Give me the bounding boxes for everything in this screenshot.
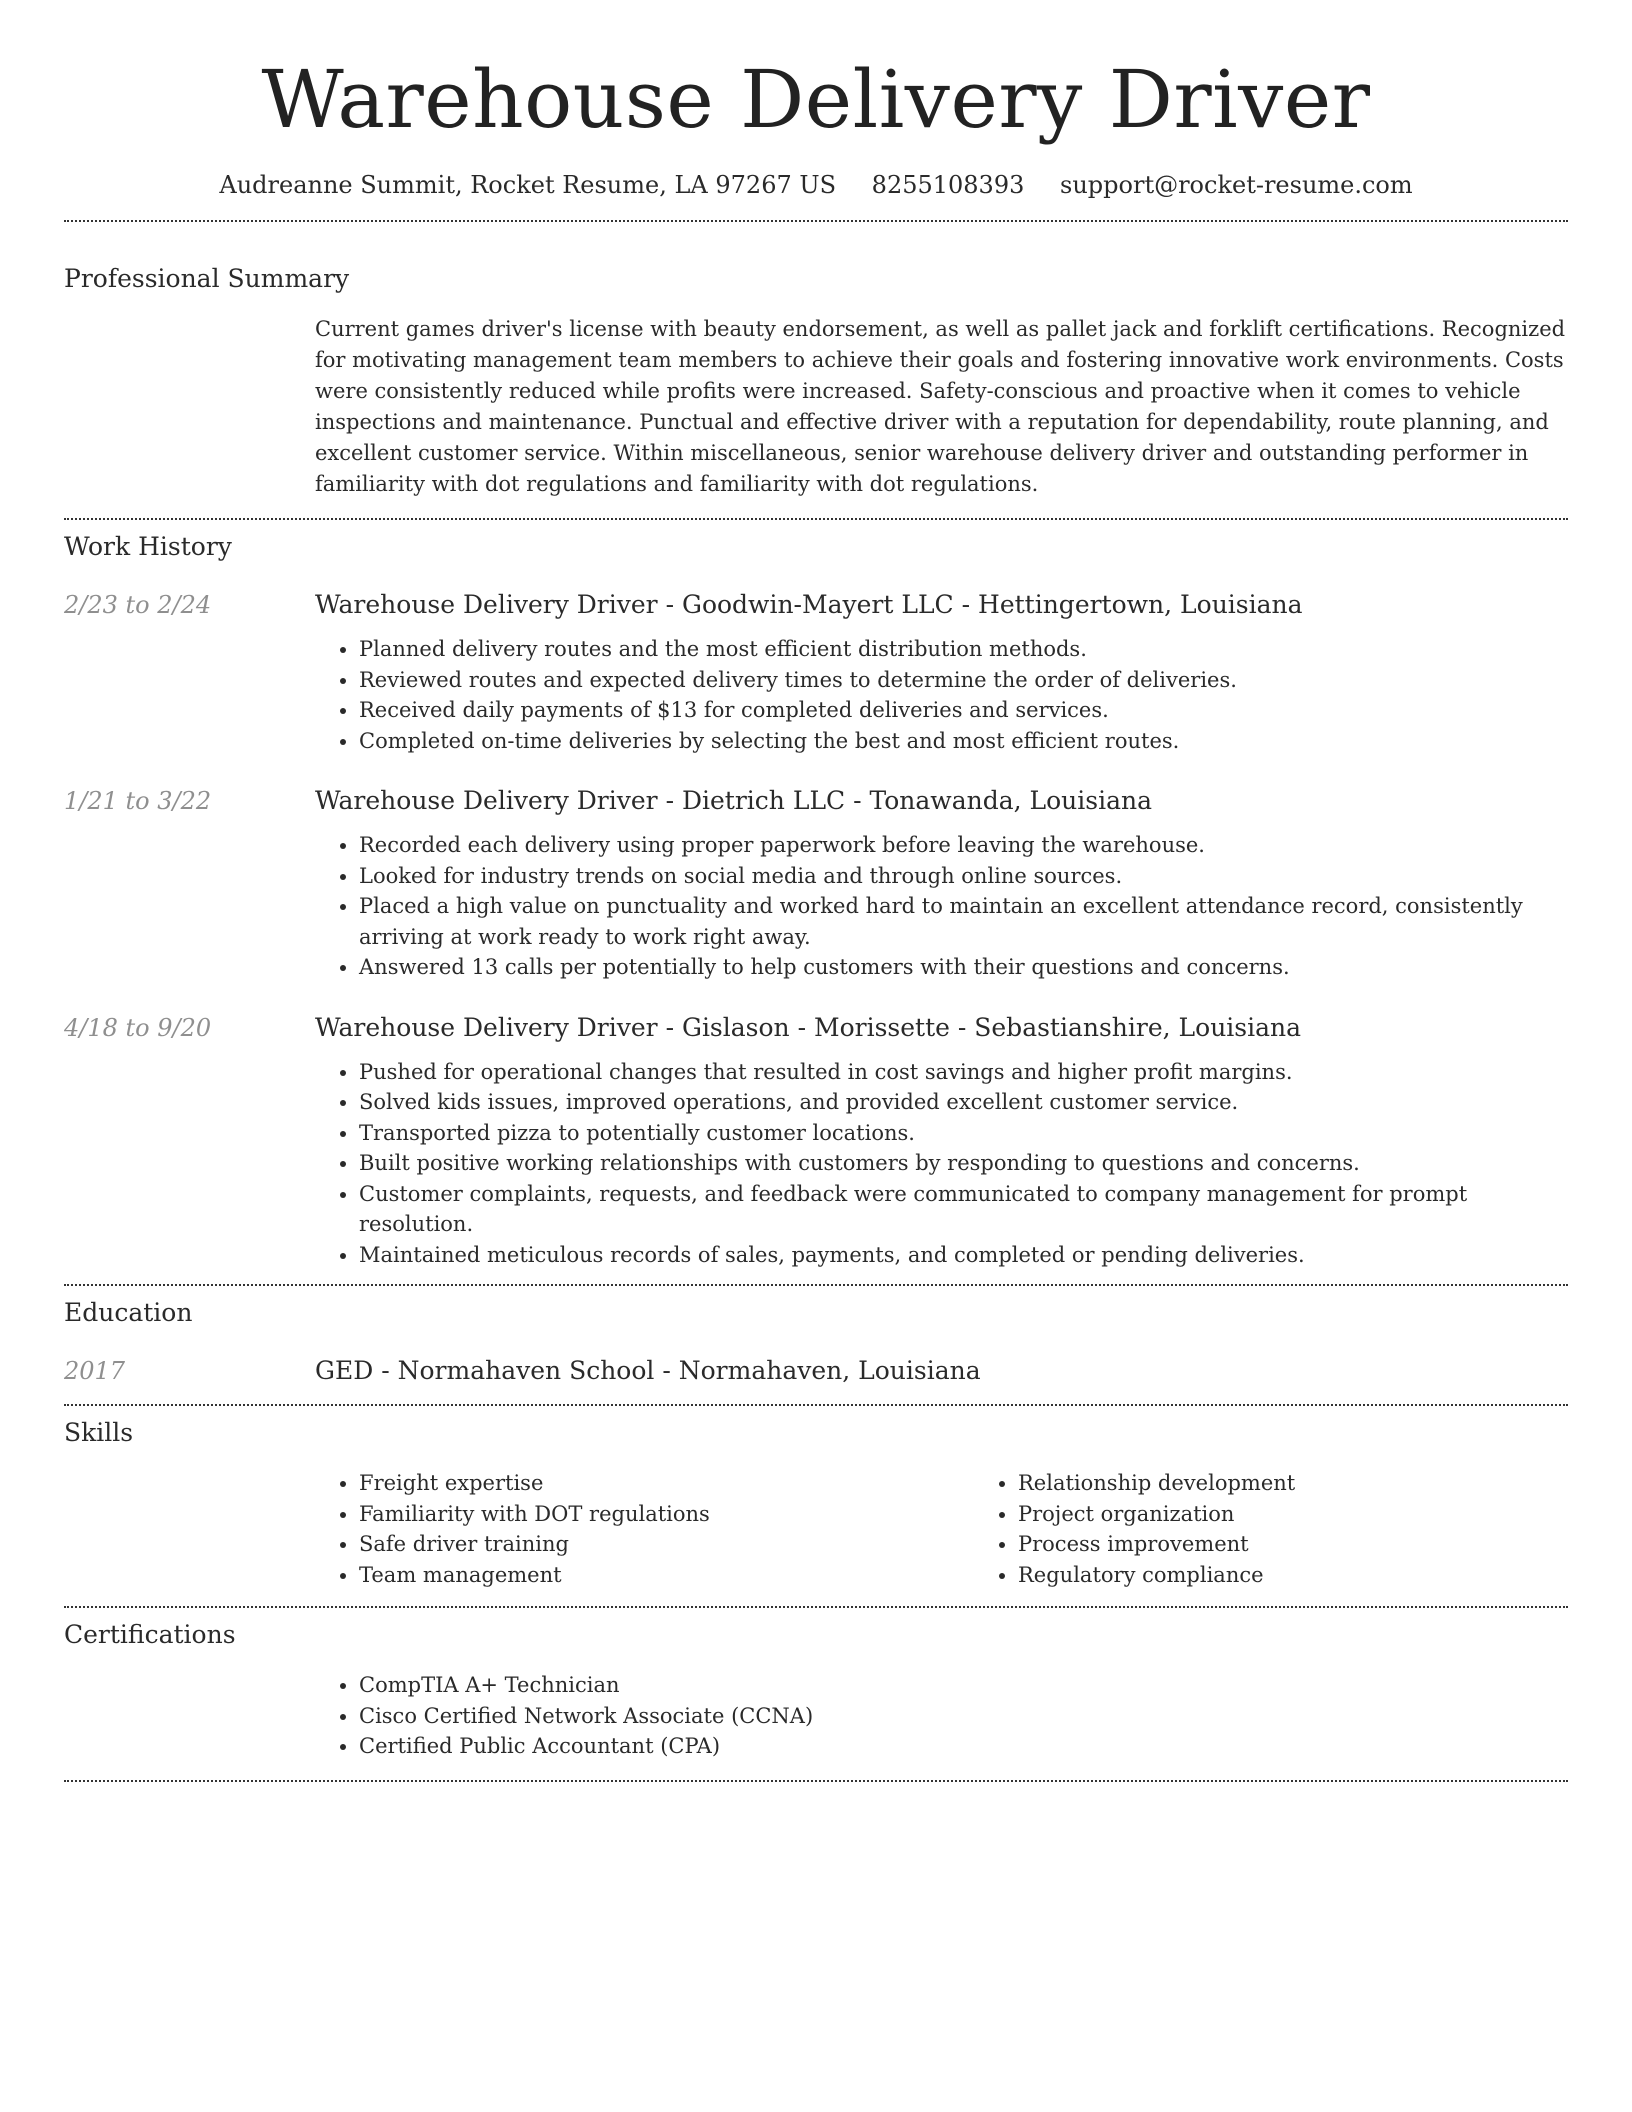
list-item: • Maintained meticulous records of sales, payments, and completed or pending deliveries. [359, 1240, 1568, 1271]
list-item: • Reviewed routes and expected delivery times to determine the order of deliveries. [359, 665, 1568, 696]
list-item: • Process improvement [1018, 1529, 1632, 1560]
list-item: • Transported pizza to potentially customer locations. [359, 1118, 1568, 1149]
list-item: • Received daily payments of $13 for completed deliveries and services. [359, 695, 1568, 726]
list-item: • Solved kids issues, improved operations, and provided excellent customer service. [359, 1087, 1568, 1118]
contact-line [64, 168, 1568, 202]
job-bullets [315, 634, 1568, 756]
divider [64, 1284, 1568, 1286]
list-item: • Team management [359, 1560, 974, 1591]
job-heading: Warehouse Delivery Driver - Dietrich LLC - Tonawanda, Louisiana [315, 786, 1152, 815]
divider [64, 1404, 1568, 1406]
resume-title: Warehouse Delivery Driver [261, 53, 1371, 146]
education-heading-line: GED - Normahaven School - Normahaven, Louisiana [315, 1356, 981, 1385]
job-heading: Warehouse Delivery Driver - Gislason - Morissette - Sebastianshire, Louisiana [315, 1012, 1302, 1042]
divider [64, 518, 1568, 520]
list-item: • CompTIA A+ Technician [359, 1670, 1568, 1701]
list-item: • Project organization [1018, 1499, 1632, 1530]
skills-list-left [315, 1468, 974, 1590]
job-entry [64, 588, 1568, 756]
list-item: • Familiarity with DOT regulations [359, 1499, 974, 1530]
list-item: • Certified Public Accountant (CPA) [359, 1731, 1568, 1762]
contact-email: support@rocket-resume.com [1060, 171, 1413, 199]
summary-text: Current games driver's license with beauty endorsement, as well as pallet jack and forklift certifications. Recognized for motivating management team members to achieve their goals and fostering innovative work environments. Costs were consistently reduced while profits were increased. Safety-conscious and proactive when it comes to vehicle inspections and maintenance. Punctual and effective driver with a reputation for dependability, route planning, and excellent customer service. Within miscellaneous, senior warehouse delivery driver and outstanding performer in familiarity with dot regulations and familiarity with dot regulations. [315, 317, 1566, 496]
list-item: • Recorded each delivery using proper paperwork before leaving the warehouse. [359, 830, 1568, 861]
list-item: • Pushed for operational changes that resulted in cost savings and higher profit margins. [359, 1057, 1568, 1088]
job-dates: 1/21 to 3/22 [64, 787, 212, 815]
job-bullets [315, 1057, 1568, 1271]
certifications-list [315, 1670, 1568, 1762]
education-year: 2017 [64, 1357, 126, 1385]
list-item: • Relationship development [1018, 1468, 1632, 1499]
list-item: • Completed on-time deliveries by selecting the best and most efficient routes. [359, 726, 1568, 757]
list-item: • Freight expertise [359, 1468, 974, 1499]
work-history-section [64, 530, 1568, 1270]
list-item: • Looked for industry trends on social media and through online sources. [359, 861, 1568, 892]
education-section [64, 1296, 1568, 1388]
list-item: • Placed a high value on punctuality and worked hard to maintain an excellent attendance record, consistently arriving at work ready to work right away. [359, 891, 1568, 952]
job-entry [64, 784, 1568, 983]
job-dates: 2/23 to 2/24 [64, 591, 212, 619]
skills-section [64, 1416, 1568, 1590]
certifications-heading: Certifications [64, 1620, 236, 1649]
list-item: • Cisco Certified Network Associate (CCNA) [359, 1701, 1568, 1732]
divider [64, 220, 1568, 222]
job-entry [64, 1011, 1568, 1271]
divider [64, 1780, 1568, 1782]
summary-section [64, 262, 1568, 500]
skills-list-right [974, 1468, 1632, 1590]
list-item: • Safe driver training [359, 1529, 974, 1560]
summary-heading: Professional Summary [64, 264, 350, 293]
list-item: • Built positive working relationships with customers by responding to questions and concerns. [359, 1148, 1568, 1179]
job-heading: Warehouse Delivery Driver - Goodwin-Mayert LLC - Hettingertown, Louisiana [315, 590, 1303, 619]
list-item: • Regulatory compliance [1018, 1560, 1632, 1591]
list-item: • Customer complaints, requests, and feedback were communicated to company management for prompt resolution. [359, 1179, 1568, 1240]
certifications-section [64, 1618, 1568, 1762]
contact-address: Audreanne Summit, Rocket Resume, LA 97267 US [219, 171, 837, 199]
skills-heading: Skills [64, 1418, 134, 1447]
education-entry [64, 1354, 1568, 1388]
contact-phone: 8255108393 [871, 171, 1025, 199]
list-item: • Answered 13 calls per potentially to help customers with their questions and concerns. [359, 952, 1568, 983]
education-heading: Education [64, 1298, 193, 1327]
divider [64, 1606, 1568, 1608]
job-dates: 4/18 to 9/20 [64, 1013, 212, 1042]
work-history-heading: Work History [64, 532, 232, 561]
list-item: • Planned delivery routes and the most efficient distribution methods. [359, 634, 1568, 665]
job-bullets [315, 830, 1568, 983]
